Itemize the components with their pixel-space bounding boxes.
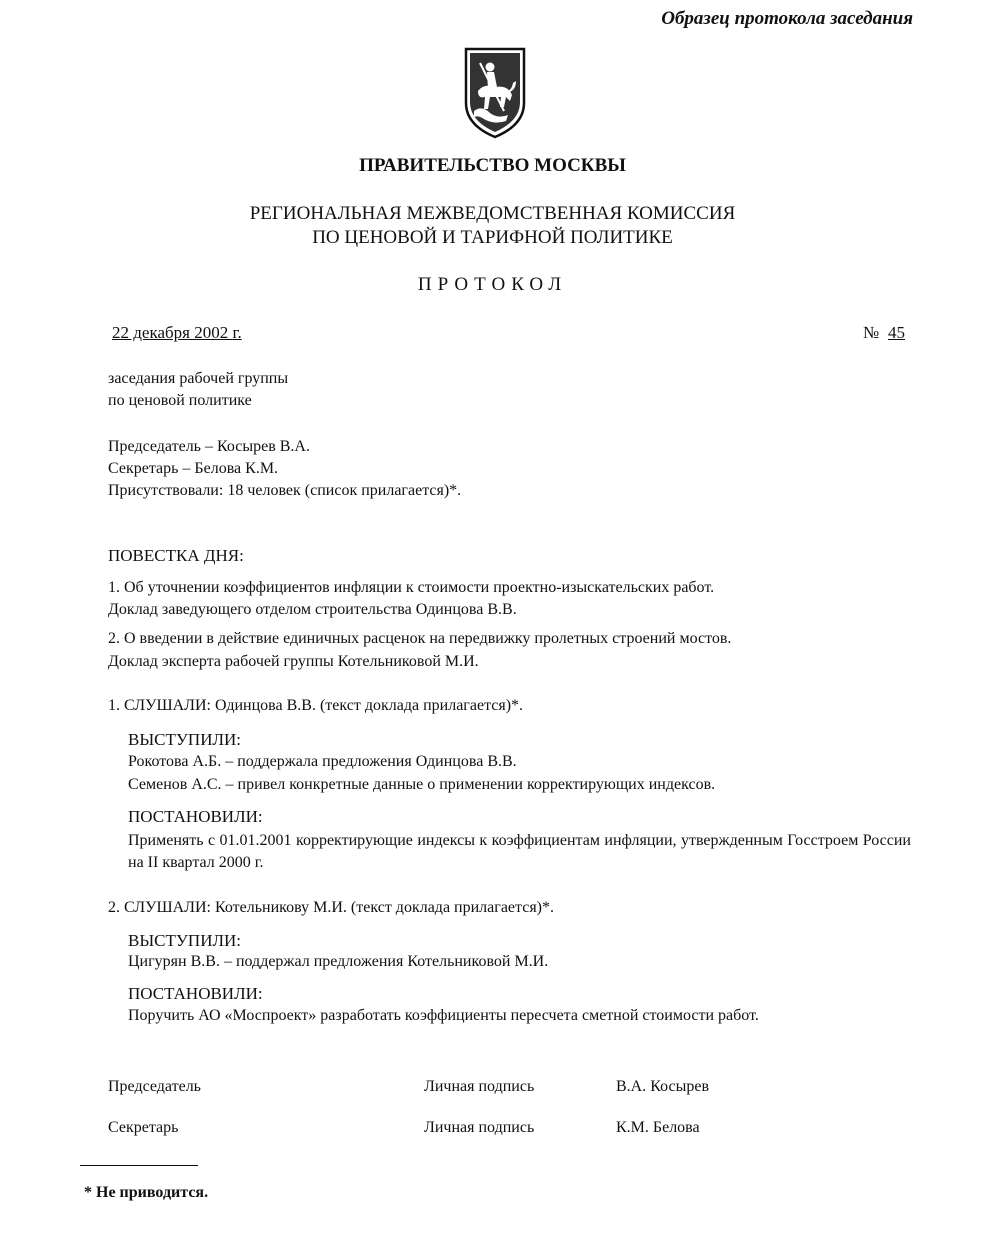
signature-secretary-name: К.М. Белова bbox=[616, 1119, 700, 1136]
section1-speaker2: Семенов А.С. – привел конкретные данные о применении корректирующих индексов. bbox=[128, 776, 716, 793]
section2-heard: 2. СЛУШАЛИ: Котельникову М.И. (текст доклада прилагается)*. bbox=[108, 899, 554, 916]
footnote: * Не приводится. bbox=[84, 1184, 209, 1201]
protocol-date: 22 декабря 2002 г. bbox=[112, 323, 242, 342]
commission-title-line2: ПО ЦЕНОВОЙ И ТАРИФНОЙ ПОЛИТИКЕ bbox=[312, 227, 673, 248]
agenda-item1: 1. Об уточнении коэффициентов инфляции к стоимости проектно-изыскательских работ. bbox=[108, 579, 715, 596]
subject-line2: по ценовой политике bbox=[108, 392, 252, 409]
section1-resolved-heading: ПОСТАНОВИЛИ: bbox=[128, 807, 263, 826]
protocol-number bbox=[863, 322, 909, 344]
government-title: ПРАВИТЕЛЬСТВО МОСКВЫ bbox=[359, 155, 626, 176]
signature-secretary-role: Секретарь bbox=[108, 1119, 179, 1136]
agenda-item1-report: Доклад заведующего отделом строительства Одинцова В.В. bbox=[108, 601, 517, 618]
signature-chairman-sign: Личная подпись bbox=[424, 1078, 535, 1095]
chairman-line: Председатель – Косырев В.А. bbox=[108, 438, 310, 455]
agenda-item2: 2. О введении в действие единичных расценок на передвижку пролетных строений мостов. bbox=[108, 630, 732, 647]
section2-resolved-heading: ПОСТАНОВИЛИ: bbox=[128, 984, 263, 1003]
section2-spoke-heading: ВЫСТУПИЛИ: bbox=[128, 931, 242, 950]
present-line: Присутствовали: 18 человек (список прилагается)*. bbox=[108, 482, 462, 499]
section2-resolved-text: Поручить АО «Моспроект» разработать коэффициенты пересчета сметной стоимости работ. bbox=[128, 1007, 759, 1024]
agenda-heading: ПОВЕСТКА ДНЯ: bbox=[108, 546, 244, 565]
section2-speaker1: Цигурян В.В. – поддержал предложения Котельниковой М.И. bbox=[128, 953, 549, 970]
number-label: № bbox=[863, 323, 880, 342]
commission-title-line1: РЕГИОНАЛЬНАЯ МЕЖВЕДОМСТВЕННАЯ КОМИССИЯ bbox=[249, 203, 736, 224]
footnote-divider bbox=[80, 1165, 198, 1166]
signature-secretary-sign: Личная подпись bbox=[424, 1119, 535, 1136]
section1-heard: 1. СЛУШАЛИ: Одинцова В.В. (текст доклада прилагается)*. bbox=[108, 697, 524, 714]
sample-title: Образец протокола заседания bbox=[661, 8, 913, 29]
section1-spoke-heading: ВЫСТУПИЛИ: bbox=[128, 730, 242, 749]
subject-line1: заседания рабочей группы bbox=[108, 370, 289, 387]
signature-chairman-role: Председатель bbox=[108, 1078, 201, 1095]
secretary-line: Секретарь – Белова К.М. bbox=[108, 460, 279, 477]
protocol-title: ПРОТОКОЛ bbox=[417, 274, 568, 295]
signature-chairman-name: В.А. Косырев bbox=[616, 1078, 710, 1095]
number-value: 45 bbox=[887, 323, 905, 342]
moscow-coat-of-arms-icon bbox=[460, 45, 530, 140]
agenda-item2-report: Доклад эксперта рабочей группы Котельниковой М.И. bbox=[108, 653, 479, 670]
section1-resolved-text: Применять с 01.01.2001 корректирующие индексы к коэффициентам инфляции, утвержденным Госстроем России на II квартал 2000 г. bbox=[128, 832, 911, 871]
section1-speaker1: Рокотова А.Б. – поддержала предложения Одинцова В.В. bbox=[128, 753, 517, 770]
